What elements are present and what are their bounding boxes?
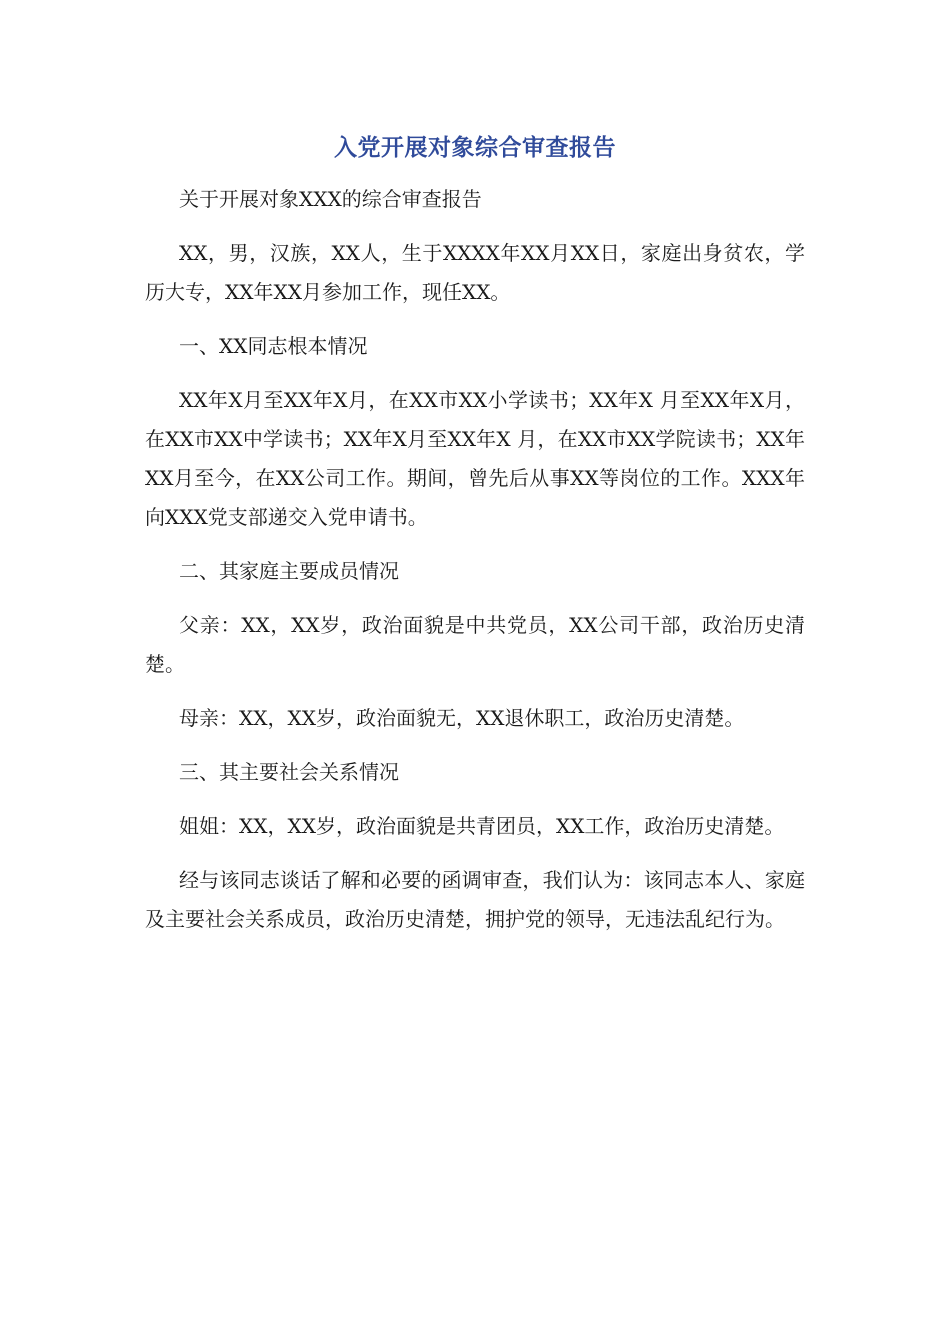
section-heading-basic-info: 一、XX同志根本情况 <box>179 334 368 358</box>
personal-info-paragraph: XX，男，汉族，XX人，生于XXXX年XX月XX日，家庭出身贫农，学历大专，XX年XX月参加工作，现任XX。 <box>145 241 805 304</box>
mother-info-paragraph: 母亲：XX，XX岁，政治面貌无，XX退休职工，政治历史清楚。 <box>179 706 745 730</box>
sister-info-paragraph: 姐姐：XX，XX岁，政治面貌是共青团员，XX工作，政治历史清楚。 <box>179 814 785 838</box>
document-title: 入党开展对象综合审查报告 <box>334 135 616 161</box>
section-heading-social-relations: 三、其主要社会关系情况 <box>179 760 399 784</box>
report-subject-line: 关于开展对象XXX的综合审查报告 <box>179 187 482 211</box>
conclusion-paragraph: 经与该同志谈话了解和必要的函调审查，我们认为：该同志本人、家庭及主要社会关系成员，政治历史清楚，拥护党的领导，无违法乱纪行为。 <box>145 868 805 931</box>
section-heading-family-members: 二、其家庭主要成员情况 <box>179 559 399 583</box>
father-info-paragraph: 父亲：XX，XX岁，政治面貌是中共党员，XX公司干部，政治历史清楚。 <box>145 613 805 676</box>
document-body <box>145 180 805 954</box>
education-work-history-paragraph: XX年X月至XX年X月，在XX市XX小学读书；XX年X 月至XX年X月，在XX市XX中学读书；XX年X月至XX年X 月，在XX市XX学院读书；XX年XX月至今，在XX公司工作。期间，曾先后从事XX等岗位的工作。XXX年向XXX党支部递交入党申请书。 <box>145 388 805 529</box>
